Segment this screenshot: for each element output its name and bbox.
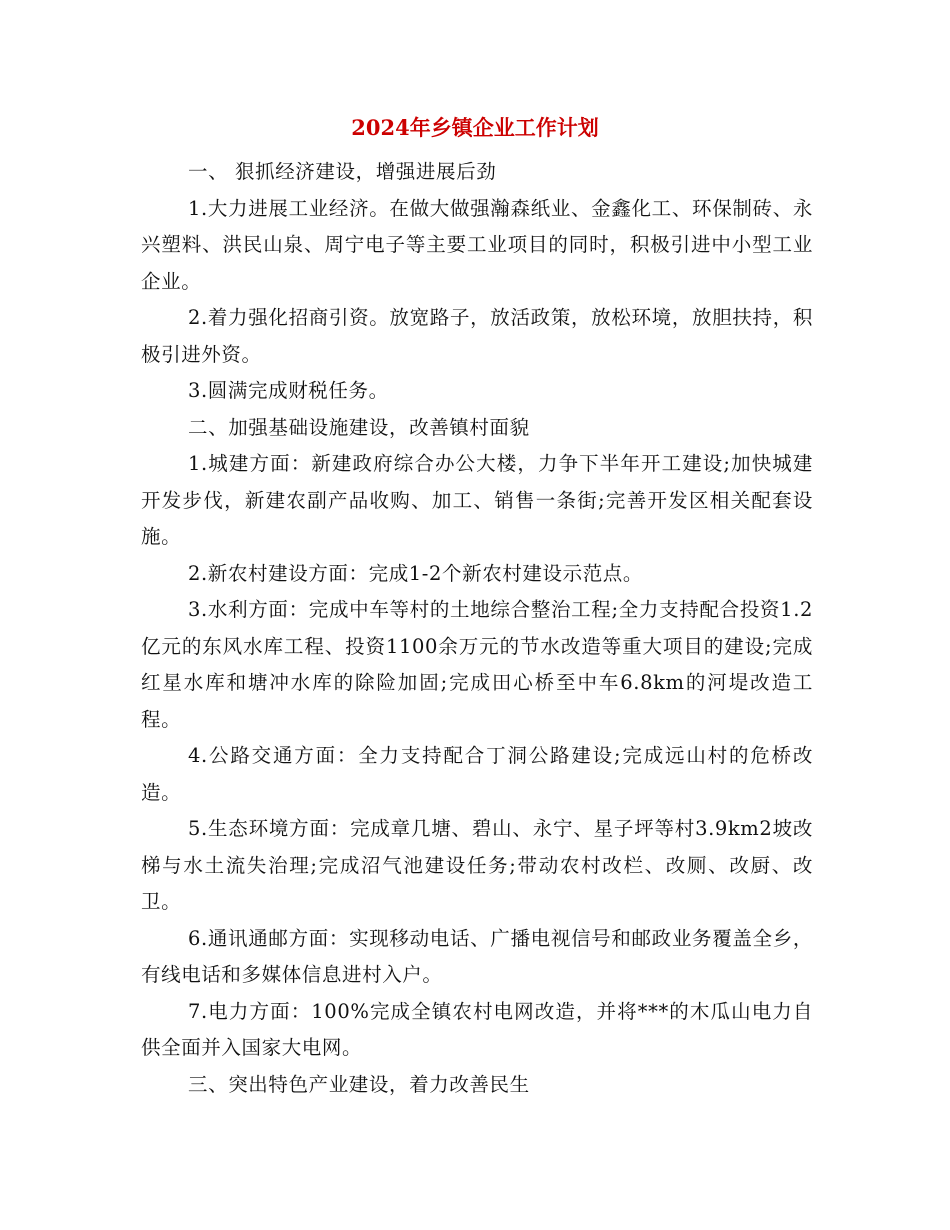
section-heading-1: 一、 狠抓经济建设，增强进展后劲	[188, 160, 497, 183]
paragraph: 5.生态环境方面：完成章几塘、碧山、永宁、星子坪等村3.9km2坡改梯与水土流失治理;完成沼气池建设任务;带动农村改栏、改厕、改厨、改卫。	[141, 817, 813, 913]
paragraph: 2.新农村建设方面：完成1-2个新农村建设示范点。	[188, 561, 644, 585]
paragraph: 4.公路交通方面：全力支持配合丁洞公路建设;完成远山村的危桥改造。	[141, 744, 813, 804]
paragraph: 2.着力强化招商引资。放宽路子，放活政策，放松环境，放胆扶持，积极引进外资。	[141, 306, 813, 366]
paragraph: 1.大力进展工业经济。在做大做强瀚森纸业、金鑫化工、环保制砖、永兴塑料、洪民山泉、周宁电子等主要工业项目的同时，积极引进中小型工业企业。	[141, 196, 813, 293]
section-heading-2: 二、加强基础设施建设，改善镇村面貌	[188, 415, 530, 439]
paragraph: 3.水利方面：完成中车等村的土地综合整治工程;全力支持配合投资1.2亿元的东风水库工程、投资1100余万元的节水改造等重大项目的建设;完成红星水库和塘冲水库的除险加固;完成田心桥至中车6.8km的河堤改造工程。	[141, 598, 813, 731]
section-heading-3: 三、突出特色产业建设，着力改善民生	[188, 1072, 530, 1096]
document-title: 2024年乡镇企业工作计划	[351, 115, 599, 140]
document-body	[141, 154, 813, 1103]
paragraph: 3.圆满完成财税任务。	[188, 379, 389, 402]
paragraph: 6.通讯通邮方面：实现移动电话、广播电视信号和邮政业务覆盖全乡，有线电话和多媒体信息进村入户。	[141, 926, 813, 986]
paragraph: 1.城建方面：新建政府综合办公大楼，力争下半年开工建设;加快城建开发步伐，新建农副产品收购、加工、销售一条街;完善开发区相关配套设施。	[141, 452, 813, 548]
paragraph: 7.电力方面：100%完成全镇农村电网改造，并将***的木瓜山电力自供全面并入国家大电网。	[141, 999, 813, 1059]
